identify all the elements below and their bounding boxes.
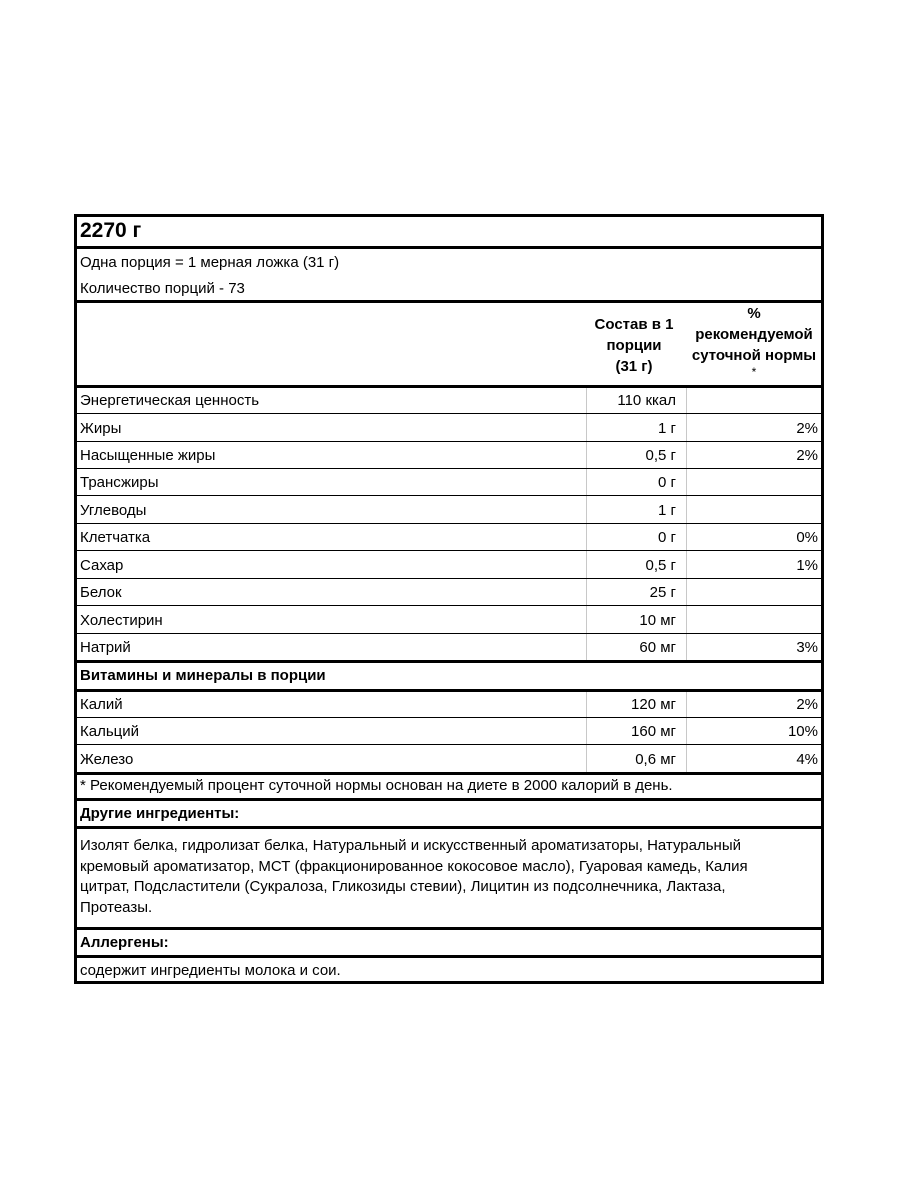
row-divider <box>77 717 821 718</box>
servings-count: Количество порций - 73 <box>80 280 245 297</box>
row-divider <box>77 578 821 579</box>
divider <box>77 689 821 692</box>
row-divider <box>77 744 821 745</box>
package-size: 2270 г <box>80 219 142 242</box>
row-divider <box>77 413 821 414</box>
row-divider <box>77 523 821 524</box>
column-separator <box>586 388 587 660</box>
row-divider <box>77 605 821 606</box>
other-ingredients-text: Изолят белка, гидролизат белка, Натуральный и искусственный ароматизаторы, Натуральный кремовый ароматизатор, МСТ (фракционированное кокосовое масло), Гуаровая камедь, Калия цитрат, Подсластители (Сукралоза, Гликозиды стевии), Лицитин из подсолнечника, Лактаза, Протеазы. <box>80 837 748 916</box>
row-divider <box>77 495 821 496</box>
amount-column-header: Состав в 1 порции (31 г) <box>594 316 674 375</box>
row-divider <box>77 550 821 551</box>
divider <box>77 772 821 775</box>
divider <box>77 826 821 829</box>
nutrition-facts-panel: 2270 г Одна порция = 1 мерная ложка (31 г) Количество порций - 73 Состав в 1 порции (31 г) % рекомендуемой суточной нормы * Энергетическая ценность 110 ккал Жиры 1 г 2% Насыщенные жиры 0,5 г 2% Трансжиры 0 г Углеводы 1 г Клетчатка 0 г 0% Сахар 0,5 г 1% Белок 25 г Холестирин 10 мг Натрий 60 мг 3% Витамины и минералы в порции Калий 120 мг 2% Кальций 160 мг 10% Железо 0,6 мг 4% * Рекомендуемый процент суточной нормы основан на диете в 2000 калорий в день. Другие ингредиенты: Изолят белка, гидролизат белка, Натуральный и искусственный ароматизаторы, Натуральный кремовый ароматизатор, МСТ (фракционированное кокосовое масло), Гуаровая камедь, Калия цитрат, Подсластители (Сукралоза, Гликозиды стевии), Лицитин из подсолнечника, Лактаза, Протеазы. Аллергены: содержит ингредиенты молока и сои. <box>74 214 824 984</box>
allergens-heading: Аллергены: <box>80 934 169 951</box>
other-ingredients-heading: Другие ингредиенты: <box>80 805 240 822</box>
divider <box>77 246 821 249</box>
divider <box>77 927 821 930</box>
column-separator <box>586 692 587 773</box>
divider <box>77 798 821 801</box>
allergens-text: содержит ингредиенты молока и сои. <box>80 962 341 979</box>
divider <box>77 385 821 388</box>
divider <box>77 955 821 958</box>
row-divider <box>77 468 821 469</box>
vitamins-heading: Витамины и минералы в порции <box>80 667 326 684</box>
footnote: * Рекомендуемый процент суточной нормы основан на диете в 2000 калорий в день. <box>80 777 673 794</box>
row-divider <box>77 441 821 442</box>
serving-size: Одна порция = 1 мерная ложка (31 г) <box>80 254 340 271</box>
divider <box>77 660 821 663</box>
column-separator <box>686 388 687 660</box>
row-divider <box>77 633 821 634</box>
daily-value-column-header: % рекомендуемой суточной нормы * <box>691 305 817 379</box>
column-separator <box>686 692 687 773</box>
